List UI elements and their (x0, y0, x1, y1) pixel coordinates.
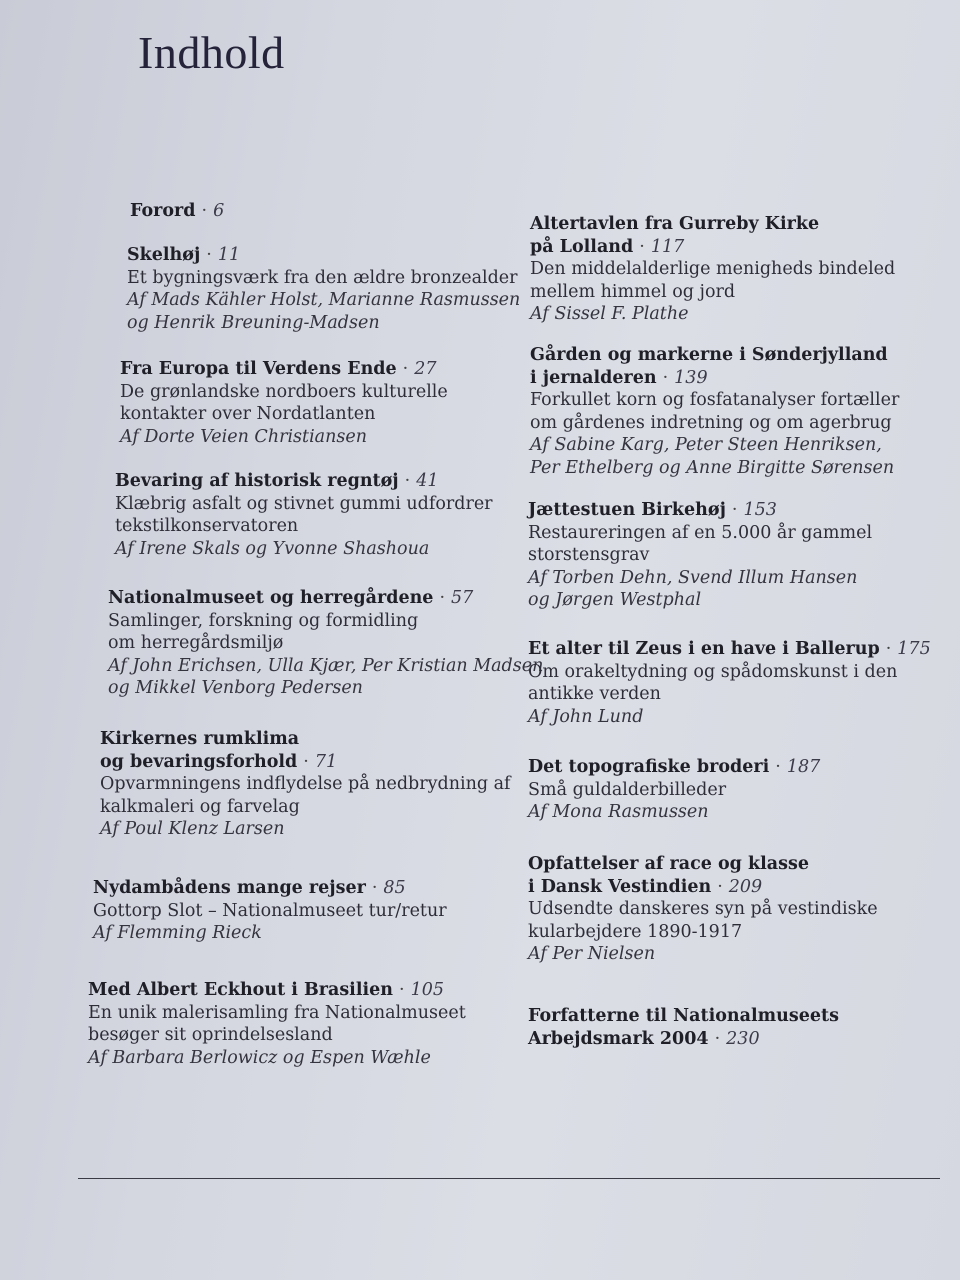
entry-subtitle: tekstilkonservatoren (115, 516, 299, 536)
heading-text: Med Albert Eckhout i Brasilien (88, 980, 393, 1000)
entry-subtitle: Om orakeltydning og spådomskunst i den (528, 661, 898, 682)
page-number: 85 (383, 878, 406, 898)
heading-line (530, 213, 895, 236)
entry-authors: Af Dorte Veien Christiansen (120, 426, 367, 447)
separator-dot: · (714, 1028, 721, 1049)
heading-line (130, 200, 224, 223)
toc-entry[interactable] (108, 587, 543, 700)
heading-text: Altertavlen fra Gurreby Kirke (530, 214, 820, 234)
heading-text: Jættestuen Birkehøj (528, 500, 726, 520)
entry-subtitle: En unik malerisamling fra Nationalmuseet (88, 1002, 466, 1023)
entry-heading (120, 358, 448, 381)
page-number: 27 (414, 359, 437, 379)
toc-entry[interactable] (528, 499, 872, 612)
entry-subtitle: besøger sit oprindelsesland (88, 1025, 333, 1045)
page-number: 175 (897, 639, 931, 659)
heading-text: Et alter til Zeus i en have i Ballerup (528, 639, 880, 659)
heading-line (93, 877, 447, 900)
page-number: 117 (650, 236, 685, 257)
heading-text: Nationalmuseet og herregårdene (108, 588, 434, 608)
entry-authors: Af John Lund (528, 706, 644, 727)
page-number: 11 (217, 245, 241, 265)
entry-subtitle: om herregårdsmiljø (108, 633, 284, 653)
entry-subtitle: Forkullet korn og fosfatanalyser fortæller (530, 390, 900, 410)
page-number: 139 (674, 367, 708, 388)
entry-subtitle: Den middelalderlige menigheds bindeled (530, 259, 896, 279)
entry-authors: Af Sissel F. Plathe (530, 304, 689, 324)
entry-heading (528, 638, 931, 661)
heading-line (108, 587, 543, 610)
page-number: 187 (786, 757, 821, 777)
entry-authors: Af Barbara Berlowicz og Espen Wæhle (88, 1047, 431, 1068)
entry-heading (528, 756, 820, 779)
entry-authors: Af Poul Klenz Larsen (100, 819, 285, 839)
separator-dot: · (717, 876, 723, 897)
entry-authors: Af John Erichsen, Ulla Kjær, Per Kristian Madsen (108, 655, 544, 676)
toc-entry[interactable] (530, 344, 899, 479)
toc-entry[interactable] (528, 756, 820, 824)
entry-authors: Af Per Nielsen (528, 944, 656, 964)
heading-text: Skelhøj (127, 245, 201, 265)
entry-heading (100, 728, 511, 773)
heading-text: Forord (130, 201, 196, 221)
entry-subtitle: Små guldalderbilleder (528, 779, 727, 800)
entry-authors: Af Mads Kähler Holst, Marianne Rasmussen (127, 290, 521, 310)
toc-entry[interactable] (528, 853, 878, 966)
heading-line (530, 344, 899, 367)
heading-line (528, 1028, 839, 1051)
entry-subtitle: mellem himmel og jord (530, 281, 736, 302)
heading-text: Gården og markerne i Sønderjylland (530, 345, 888, 365)
separator-dot: · (303, 751, 309, 772)
toc-entry[interactable] (528, 1005, 839, 1050)
entry-heading (528, 853, 878, 898)
heading-line (100, 728, 511, 751)
entry-heading (530, 213, 895, 258)
entry-authors: og Jørgen Westphal (528, 590, 702, 610)
separator-dot: · (201, 201, 208, 221)
heading-line (528, 756, 820, 779)
bottom-divider (78, 1178, 940, 1179)
heading-line (528, 853, 878, 876)
entry-heading (528, 499, 872, 522)
entry-subtitle: storstensgrav (528, 545, 650, 565)
toc-entry[interactable] (120, 358, 448, 448)
entry-subtitle: Et bygningsværk fra den ældre bronzealder (127, 267, 518, 288)
heading-line (528, 638, 931, 661)
entry-authors: Af Torben Dehn, Svend Illum Hansen (528, 567, 858, 588)
separator-dot: · (371, 878, 378, 898)
toc-entry[interactable] (115, 470, 493, 560)
entry-heading (130, 200, 224, 223)
entry-authors: og Henrik Breuning-Madsen (127, 312, 380, 333)
separator-dot: · (206, 245, 212, 265)
heading-text: Bevaring af historisk regntøj (115, 471, 399, 491)
heading-line (88, 979, 466, 1002)
page-number: 41 (416, 471, 439, 491)
separator-dot: · (439, 588, 446, 608)
entry-authors: Af Flemming Rieck (93, 923, 262, 943)
separator-dot: · (399, 980, 405, 1000)
heading-text: Nydambådens mange rejser (93, 878, 366, 898)
separator-dot: · (639, 236, 645, 257)
page-number: 153 (743, 500, 777, 520)
entry-subtitle: kalkmaleri og farvelag (100, 796, 300, 817)
entry-heading (108, 587, 543, 610)
heading-line (115, 470, 493, 493)
toc-entry[interactable] (88, 979, 466, 1069)
heading-text: Opfattelser af race og klasse (528, 854, 809, 874)
heading-line (530, 236, 895, 259)
separator-dot: · (662, 367, 669, 388)
separator-dot: · (402, 359, 409, 379)
entry-subtitle: Samlinger, forskning og formidling (108, 610, 419, 631)
toc-entry[interactable] (130, 200, 224, 223)
toc-entry[interactable] (530, 213, 895, 326)
entry-heading (127, 244, 520, 267)
heading-text: Arbejdsmark 2004 (528, 1028, 709, 1049)
page-number: 105 (410, 980, 444, 1000)
entry-subtitle: om gårdenes indretning og om agerbrug (530, 412, 892, 433)
separator-dot: · (731, 500, 738, 520)
page-number: 230 (726, 1028, 760, 1049)
heading-line (528, 499, 872, 522)
page-number: 6 (213, 201, 225, 221)
heading-text: i Dansk Vestindien (528, 876, 712, 897)
entry-heading (88, 979, 466, 1002)
entry-subtitle: Udsendte danskeres syn på vestindiske (528, 899, 878, 919)
entry-subtitle: Opvarmningens indflydelse på nedbrydning af (100, 774, 511, 794)
entry-heading (528, 1005, 839, 1050)
heading-text: og bevaringsforhold (100, 751, 298, 772)
heading-line (100, 751, 511, 774)
toc-entry[interactable] (528, 638, 931, 728)
heading-line (120, 358, 448, 381)
toc-entry[interactable] (93, 877, 447, 945)
entry-authors: og Mikkel Venborg Pedersen (108, 678, 363, 698)
heading-text: i jernalderen (530, 367, 657, 388)
entry-heading (115, 470, 493, 493)
page-number: 57 (451, 588, 474, 608)
heading-line (528, 876, 878, 899)
entry-subtitle: kularbejdere 1890-1917 (528, 921, 743, 942)
page-number: 209 (728, 876, 763, 897)
page-title: Indhold (138, 27, 285, 78)
heading-text: på Lolland (530, 236, 634, 257)
entry-authors: Af Sabine Karg, Peter Steen Henriksen, (530, 435, 882, 455)
toc-entry[interactable] (100, 728, 511, 841)
heading-text: Fra Europa til Verdens Ende (120, 359, 397, 379)
entry-subtitle: kontakter over Nordatlanten (120, 404, 376, 424)
entry-heading (93, 877, 447, 900)
entry-subtitle: Klæbrig asfalt og stivnet gummi udfordrer (115, 493, 493, 514)
entry-authors: Af Mona Rasmussen (528, 802, 709, 822)
entry-subtitle: Gottorp Slot – Nationalmuseet tur/retur (93, 900, 447, 921)
entry-subtitle: De grønlandske nordboers kulturelle (120, 381, 448, 402)
heading-line (127, 244, 520, 267)
heading-text: Det topografiske broderi (528, 757, 770, 777)
entry-heading (530, 344, 899, 389)
heading-line (528, 1005, 839, 1028)
page-number: 71 (314, 751, 338, 772)
separator-dot: · (404, 471, 411, 491)
separator-dot: · (775, 757, 781, 777)
heading-text: Kirkernes rumklima (100, 729, 300, 749)
heading-line (530, 367, 899, 390)
heading-text: Forfatterne til Nationalmuseets (528, 1006, 839, 1026)
entry-authors: Per Ethelberg og Anne Birgitte Sørensen (530, 457, 895, 478)
entry-subtitle: antikke verden (528, 684, 661, 704)
entry-subtitle: Restaureringen af en 5.000 år gammel (528, 522, 873, 543)
separator-dot: · (885, 639, 892, 659)
entry-authors: Af Irene Skals og Yvonne Shashoua (115, 538, 430, 559)
toc-entry[interactable] (127, 244, 520, 334)
